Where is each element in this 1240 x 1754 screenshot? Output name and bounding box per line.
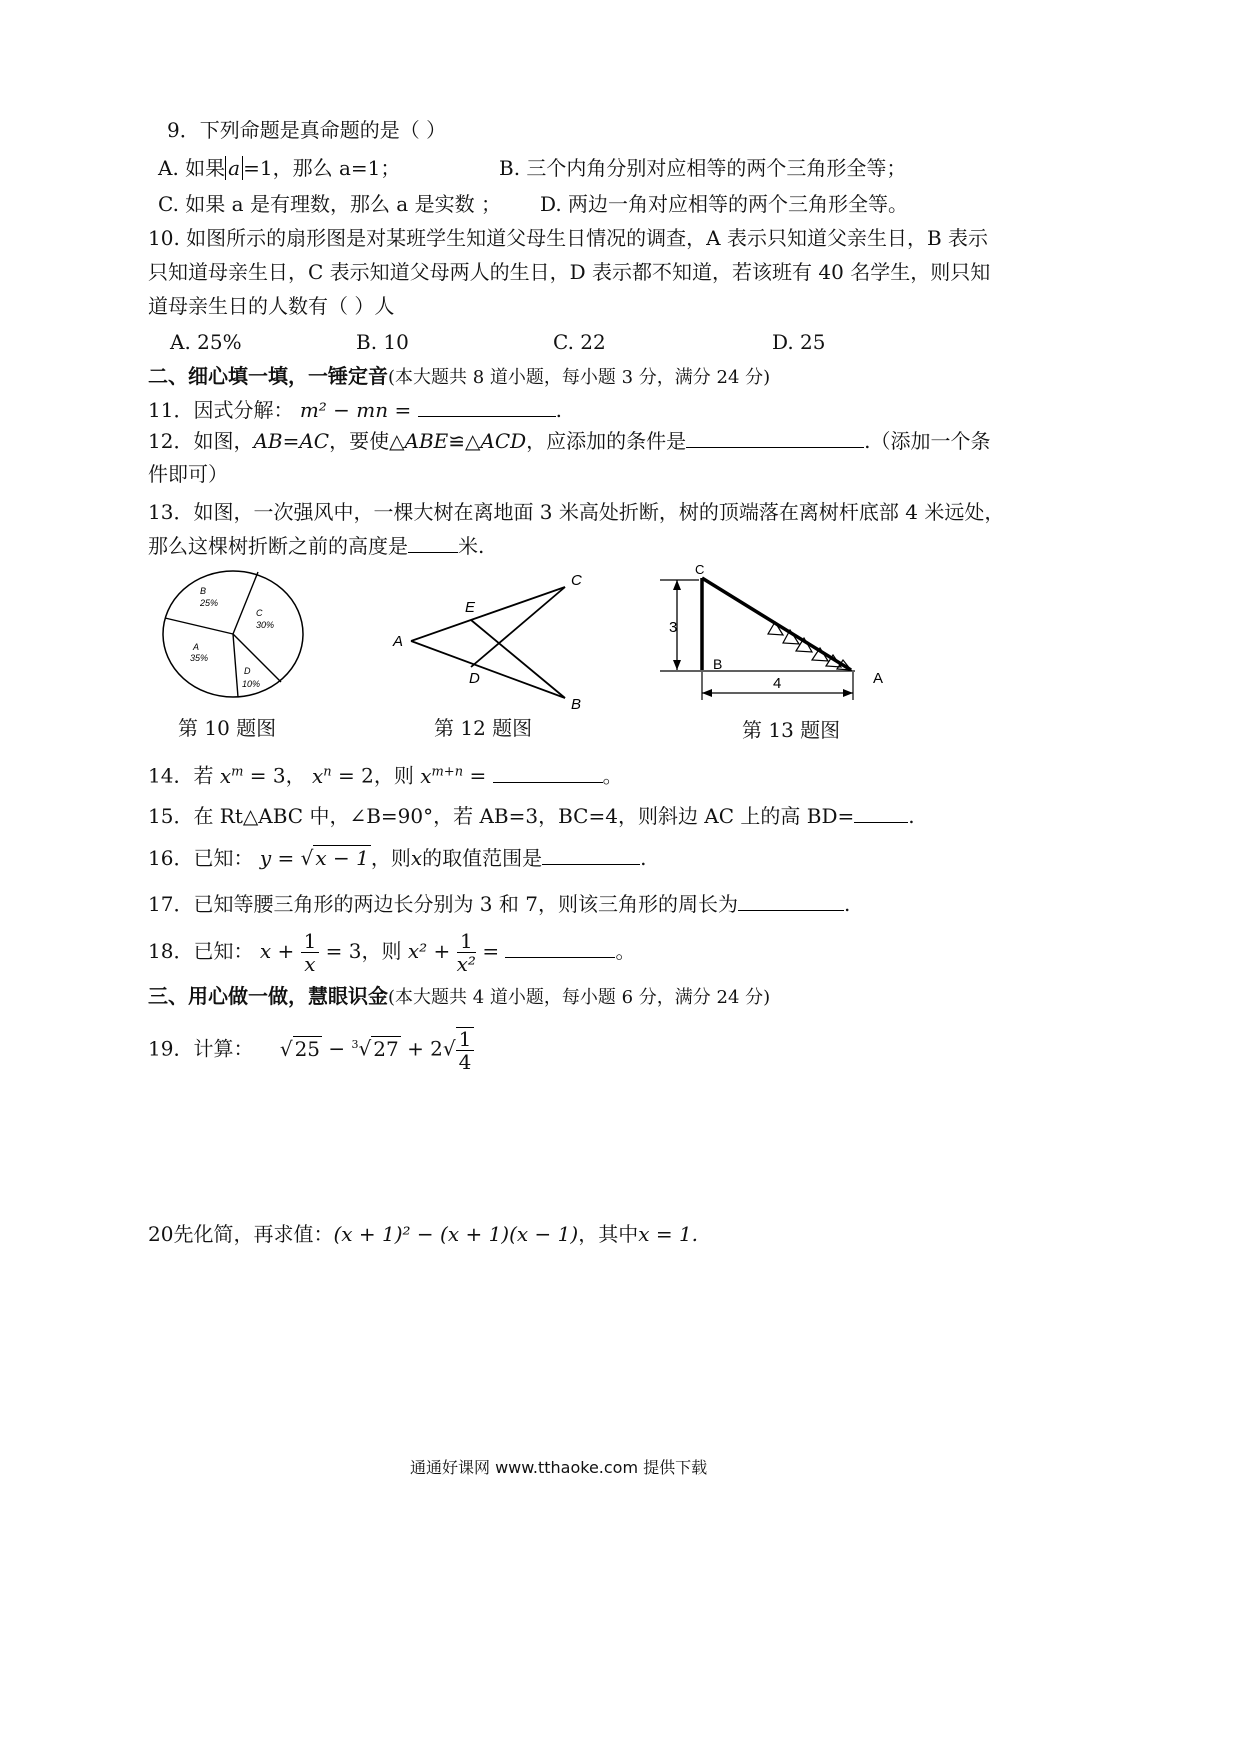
- q9-option-d: D. 两边一角对应相等的两个三角形全等。: [540, 192, 909, 216]
- q12-answer-blank[interactable]: [686, 429, 864, 448]
- fig10-label-c: C: [256, 608, 263, 618]
- q10-line2: 只知道母亲生日，C 表示知道父母两人的生日，D 表示都不知道，若该班有 40 名学生，则只知: [148, 260, 991, 284]
- fig10-percent-d: 10%: [242, 679, 261, 689]
- fig13-broken-tree-diagram: [655, 560, 895, 710]
- q10-option-b: B. 10: [356, 330, 409, 354]
- fig13-caption: 第 13 题图: [742, 718, 841, 742]
- q13-line2: 那么这棵树折断之前的高度是 米.: [148, 534, 485, 558]
- fig10-percent-a: 35%: [190, 653, 209, 663]
- fig12-label-c: C: [571, 572, 582, 589]
- fig12-caption: 第 12 题图: [434, 716, 533, 740]
- fig10-caption: 第 10 题图: [178, 716, 277, 740]
- q18-answer-blank[interactable]: [505, 939, 615, 958]
- section-2-heading: 二、细心填一填，一锤定音(本大题共 8 道小题，每小题 3 分，满分 24 分): [148, 364, 771, 388]
- fig10-label-b: B: [200, 586, 207, 596]
- q9-option-c: C. 如果 a 是有理数，那么 a 是实数 ；: [158, 192, 501, 216]
- q9-stem: 9．下列命题是真命题的是（ ）: [167, 118, 447, 142]
- fig12-triangle-diagram: [385, 565, 595, 715]
- q13-line1: 13．如图，一次强风中，一棵大树在离地面 3 米高处折断，树的顶端落在离树杆底部 4 米远处，: [148, 500, 1005, 524]
- fig13-label-width: 4: [773, 675, 782, 692]
- q15: 15．在 Rt△ABC 中，∠B=90°，若 AB=3，BC=4，则斜边 AC 上的高 BD= .: [148, 804, 915, 828]
- q10-option-d: D. 25: [772, 330, 826, 354]
- q11-answer-blank[interactable]: [418, 398, 556, 417]
- section-3-heading: 三、用心做一做，慧眼识金(本大题共 4 道小题，每小题 6 分，满分 24 分): [148, 984, 771, 1008]
- q13-answer-blank[interactable]: [408, 534, 458, 553]
- q18: 18．已知： x + $\frac{1}{x}$ = 3，则 x² + $\frac{1}{\text{x²}}$ = 。: [148, 929, 636, 976]
- q16-answer-blank[interactable]: [542, 846, 640, 865]
- q16: 16．已知： y = √ x − 1 ，则x的取值范围是 .: [148, 846, 647, 870]
- q17: 17．已知等腰三角形的两边长分别为 3 和 7，则该三角形的周长为 .: [148, 892, 851, 916]
- fig10-percent-b: 25%: [200, 598, 219, 608]
- fig10-label-d: D: [244, 666, 251, 676]
- q17-answer-blank[interactable]: [738, 892, 844, 911]
- fig10-label-a: A: [193, 642, 200, 652]
- q14-answer-blank[interactable]: [493, 764, 603, 783]
- fig13-label-c: C: [695, 562, 705, 577]
- q19: 19．计算： √ 25 − $^3$√ 27 + 2√ $\frac{1}{4}$: [148, 1022, 474, 1072]
- fig10-percent-c: 30%: [256, 620, 275, 630]
- fig12-label-b: B: [571, 696, 582, 713]
- fig13-label-a: A: [873, 670, 884, 687]
- q11: 11．因式分解： m² − mn = .: [148, 398, 562, 422]
- fig10-pie-chart: [150, 570, 320, 710]
- q9-option-a: A. 如果 a =1，那么 a=1；: [158, 156, 401, 180]
- q12-line1: 12．如图，AB=AC，要使△ABE≌△ACD，应添加的条件是 .（添加一个条: [148, 429, 991, 453]
- fig13-label-height: 3: [669, 619, 678, 636]
- fig12-label-a: A: [393, 633, 404, 650]
- q9-option-b: B. 三个内角分别对应相等的两个三角形全等；: [499, 156, 907, 180]
- q10-option-c: C. 22: [553, 330, 606, 354]
- q14: 14．若 $x^m = 3$， $x^n = 2$，则 $x^{m+n}$ = 。: [148, 763, 623, 788]
- fig13-label-b: B: [713, 656, 723, 672]
- q20: 20先化简，再求值：(x + 1)² − (x + 1)(x − 1)，其中x = 1.: [148, 1222, 699, 1246]
- q12-line2: 件即可）: [148, 462, 228, 486]
- fig12-label-d: D: [469, 670, 480, 687]
- footer-source: 通通好课网 www.tthaoke.com 提供下载: [410, 1458, 708, 1477]
- fig12-label-e: E: [465, 599, 476, 616]
- q10-line3: 道母亲生日的人数有（ ）人: [148, 294, 395, 318]
- q15-answer-blank[interactable]: [854, 804, 908, 823]
- q10-line1: 10. 如图所示的扇形图是对某班学生知道父母生日情况的调查，A 表示只知道父亲生日，B 表示: [148, 226, 989, 250]
- q10-option-a: A. 25%: [170, 330, 242, 354]
